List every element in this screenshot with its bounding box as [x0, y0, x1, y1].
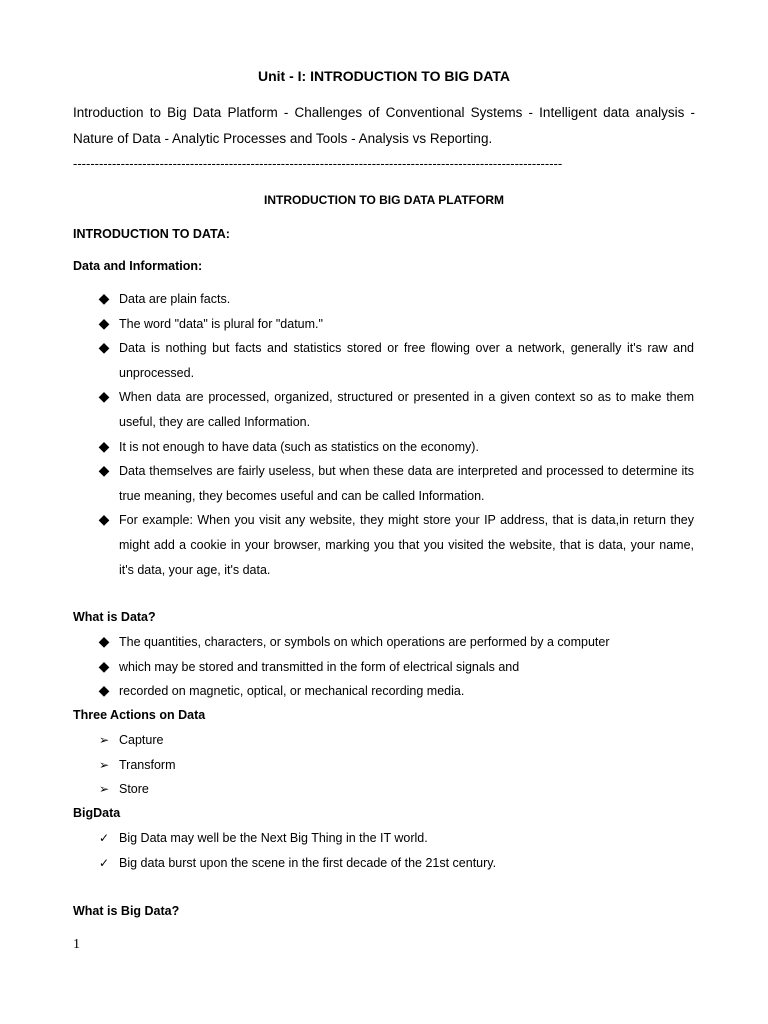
list-item [96, 312, 694, 337]
diamond-bullet-icon: ◆ [98, 634, 110, 650]
divider-line: ----------------------------------------------------------------------------------------------------------------- [73, 156, 563, 171]
bigdata-heading: BigData [73, 806, 121, 820]
list-item [96, 287, 694, 312]
page-number: 1 [73, 937, 80, 952]
data-info-heading: Data and Information: [73, 259, 203, 273]
three-actions-list [96, 728, 694, 802]
diamond-bullet-icon: ◆ [98, 389, 110, 406]
list-item [96, 435, 694, 460]
list-item [96, 753, 694, 778]
what-is-big-data-heading: What is Big Data? [73, 904, 180, 918]
diamond-bullet-icon: ◆ [98, 315, 110, 332]
list-item [96, 851, 694, 876]
what-is-data-heading: What is Data? [73, 610, 156, 624]
intro-heading: INTRODUCTION TO DATA: [73, 227, 230, 241]
unit-title: Unit - I: INTRODUCTION TO BIG DATA [258, 68, 510, 84]
list-item [96, 655, 694, 680]
checkmark-bullet-icon: ✓ [98, 855, 110, 870]
list-item-text: Big data burst upon the scene in the first decade of the 21st century. [119, 855, 497, 870]
data-info-list [96, 287, 694, 582]
list-item-text: When data are processed, organized, structured or presented in a given context so as to make them useful, they are called Information. [119, 390, 694, 429]
arrowhead-bullet-icon: ➢ [98, 733, 110, 747]
list-item-text: Data is nothing but facts and statistics stored or free flowing over a network, generally it's raw and unprocessed. [119, 341, 694, 380]
list-item-text: recorded on magnetic, optical, or mechanical recording media. [119, 684, 465, 699]
list-item [96, 508, 694, 582]
list-item [96, 679, 694, 704]
diamond-bullet-icon: ◆ [98, 512, 110, 529]
list-item [96, 630, 694, 655]
diamond-bullet-icon: ◆ [98, 438, 110, 455]
list-item-text: which may be stored and transmitted in the form of electrical signals and [119, 659, 520, 674]
list-item-text: Transform [119, 757, 176, 772]
list-item-text: For example: When you visit any website, they might store your IP address, that is data,in return they might add a cookie in your browser, marking you that you visited the website, that is data, your name, it's data, your age, it's data. [119, 513, 694, 577]
list-item [96, 336, 694, 385]
list-item-text: Big Data may well be the Next Big Thing in the IT world. [119, 831, 428, 845]
list-item-text: Store [119, 782, 149, 797]
arrowhead-bullet-icon: ➢ [98, 757, 110, 772]
list-item [96, 826, 694, 851]
what-is-data-list [96, 630, 694, 704]
arrowhead-bullet-icon: ➢ [98, 782, 110, 797]
list-item-text: The quantities, characters, or symbols on which operations are performed by a computer [119, 635, 610, 649]
list-item [96, 385, 694, 434]
diamond-bullet-icon: ◆ [98, 340, 110, 357]
list-item-text: Data themselves are fairly useless, but when these data are interpreted and processed to determine its true meaning, they becomes useful and can be called Information. [119, 464, 694, 503]
bigdata-list [96, 826, 694, 875]
list-item-text: Capture [119, 733, 164, 747]
diamond-bullet-icon: ◆ [98, 683, 110, 700]
diamond-bullet-icon: ◆ [98, 463, 110, 480]
diamond-bullet-icon: ◆ [98, 658, 110, 675]
list-item-text: It is not enough to have data (such as statistics on the economy). [119, 439, 479, 454]
list-item-text: Data are plain facts. [119, 292, 231, 306]
list-item [96, 777, 694, 802]
checkmark-bullet-icon: ✓ [98, 831, 110, 845]
diamond-bullet-icon: ◆ [98, 291, 110, 307]
three-actions-heading: Three Actions on Data [73, 708, 206, 722]
syllabus-text: Introduction to Big Data Platform - Challenges of Conventional Systems - Intelligent data analysis - Nature of Data - Analytic Processes and Tools - Analysis vs Reporting. [73, 105, 695, 146]
list-item [96, 459, 694, 508]
section-title: INTRODUCTION TO BIG DATA PLATFORM [264, 193, 504, 207]
list-item-text: The word "data" is plural for "datum." [119, 316, 323, 331]
list-item [96, 728, 694, 753]
